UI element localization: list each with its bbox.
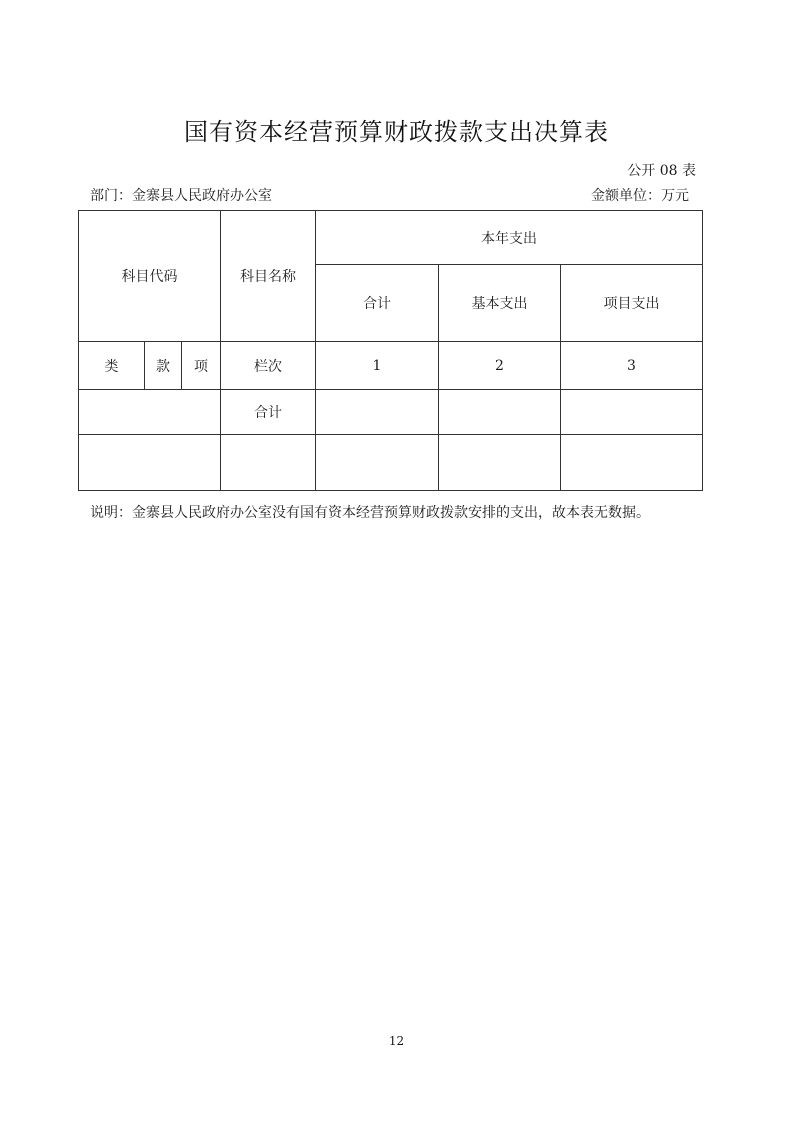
amount-unit-label: 金额单位：万元 [591, 188, 689, 204]
total-row-basic [439, 390, 561, 435]
page-number: 12 [388, 1034, 405, 1048]
empty-row-basic [439, 435, 561, 491]
header-current-year-expense: 本年支出 [316, 211, 703, 265]
header-project-expense: 项目支出 [561, 265, 703, 342]
index-item: 项 [182, 342, 221, 390]
total-row [79, 390, 703, 435]
total-row-project [561, 390, 703, 435]
page-title: 国有资本经营预算财政拨款支出决算表 [184, 118, 609, 146]
table-row [79, 435, 703, 491]
total-row-label: 合计 [221, 390, 316, 435]
header-basic-expense: 基本支出 [439, 265, 561, 342]
index-col-3: 3 [561, 342, 703, 390]
total-row-total [316, 390, 439, 435]
index-col-2: 2 [439, 342, 561, 390]
department-label: 部门：金寨县人民政府办公室 [90, 188, 272, 204]
header-subject-name: 科目名称 [221, 211, 316, 342]
index-col-1: 1 [316, 342, 439, 390]
index-category: 类 [79, 342, 145, 390]
empty-row-code [79, 435, 221, 491]
header-row-1 [79, 211, 703, 265]
index-row [79, 342, 703, 390]
header-total: 合计 [316, 265, 439, 342]
form-number: 公开 08 表 [627, 163, 696, 179]
index-section: 款 [145, 342, 182, 390]
index-column-label: 栏次 [221, 342, 316, 390]
header-subject-code: 科目代码 [79, 211, 221, 342]
total-row-code [79, 390, 221, 435]
empty-row-total [316, 435, 439, 491]
empty-row-project [561, 435, 703, 491]
table-note: 说明：金寨县人民政府办公室没有国有资本经营预算财政拨款安排的支出，故本表无数据。 [90, 505, 650, 521]
empty-row-name [221, 435, 316, 491]
expense-table [78, 210, 703, 491]
